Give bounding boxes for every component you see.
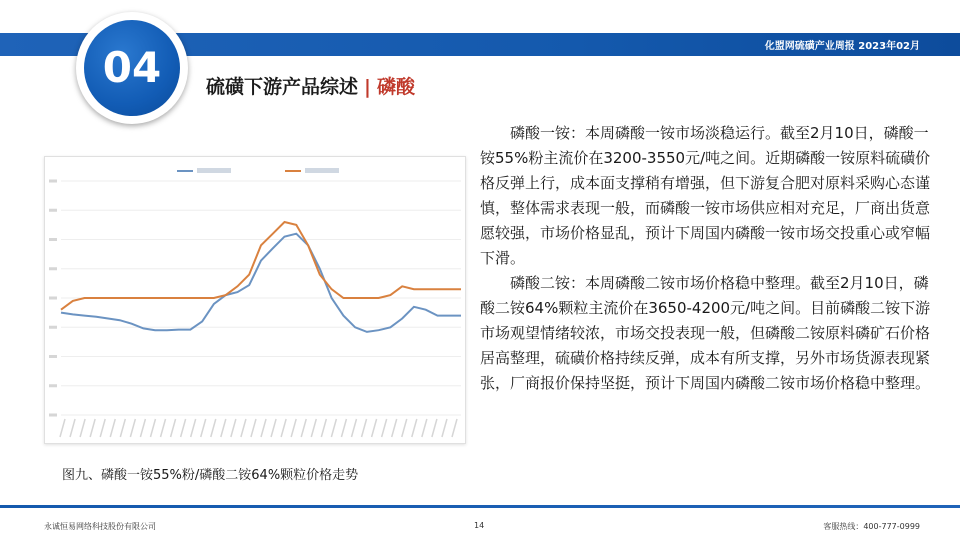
x-tick — [221, 419, 226, 437]
x-tick — [452, 419, 457, 437]
x-tick — [271, 419, 276, 437]
chart-caption: 图九、磷酸一铵55%粉/磷酸二铵64%颗粒价格走势 — [62, 468, 359, 483]
chart-tick-marks — [60, 419, 457, 437]
x-tick — [80, 419, 85, 437]
x-tick — [301, 419, 306, 437]
x-tick — [161, 419, 166, 437]
x-tick — [331, 419, 336, 437]
x-tick — [351, 419, 356, 437]
y-tick — [49, 297, 57, 300]
y-tick — [49, 414, 57, 417]
x-tick — [171, 419, 176, 437]
paragraph-map: 磷酸一铵：本周磷酸一铵市场淡稳运行。截至2月10日，磷酸一铵55%粉主流价在3200-3550元/吨之间。近期磷酸一铵原料硫磺价格反弹上行，成本面支撑稍有增强，但下游复合肥对原料采购心态谨慎，整体需求表现一般，而磷酸一铵市场供应相对充足，厂商出货意愿较强，市场价格显乱，预计下周国内磷酸一铵市场交投重心或窄幅下滑。 — [480, 124, 931, 267]
report-label: 化盟网硫磺产业周报 2023年02月 — [764, 41, 920, 52]
x-tick — [231, 419, 236, 437]
x-tick — [412, 419, 417, 437]
y-tick — [49, 384, 57, 387]
x-tick — [372, 419, 377, 437]
x-tick — [241, 419, 246, 437]
title-separator: | — [364, 76, 371, 98]
section-subtitle: 磷酸 — [376, 76, 415, 98]
x-tick — [402, 419, 407, 437]
x-tick — [100, 419, 105, 437]
x-tick — [261, 419, 266, 437]
x-tick — [311, 419, 316, 437]
y-tick — [49, 355, 57, 358]
section-title-text: 硫磺下游产品综述 — [206, 76, 359, 98]
x-tick — [150, 419, 155, 437]
y-tick — [49, 180, 57, 183]
x-tick — [432, 419, 437, 437]
footer-hotline: 客服热线：400-777-0999 — [823, 522, 920, 531]
price-chart-svg — [45, 157, 465, 443]
x-tick — [201, 419, 206, 437]
x-tick — [321, 419, 326, 437]
legend-label-2 — [305, 168, 339, 173]
page-number: 14 — [474, 521, 485, 530]
x-tick — [382, 419, 387, 437]
x-tick — [110, 419, 115, 437]
chart-legend — [177, 168, 339, 173]
x-tick — [70, 419, 75, 437]
series-line-1 — [61, 234, 461, 332]
x-tick — [211, 419, 216, 437]
section-number: 04 — [84, 20, 180, 116]
price-chart — [44, 156, 466, 444]
x-tick — [341, 419, 346, 437]
x-tick — [362, 419, 367, 437]
x-tick — [422, 419, 427, 437]
x-tick — [442, 419, 447, 437]
x-tick — [281, 419, 286, 437]
x-tick — [191, 419, 196, 437]
x-tick — [90, 419, 95, 437]
x-tick — [181, 419, 186, 437]
y-tick — [49, 238, 57, 241]
x-tick — [120, 419, 125, 437]
y-tick — [49, 209, 57, 212]
x-tick — [392, 419, 397, 437]
x-tick — [291, 419, 296, 437]
body-text — [480, 121, 936, 396]
footer-company: 永诚恒易网络科技股份有限公司 — [44, 522, 156, 531]
section-badge — [76, 12, 188, 124]
x-tick — [251, 419, 256, 437]
x-tick — [130, 419, 135, 437]
x-tick — [60, 419, 65, 437]
section-title — [206, 72, 415, 99]
y-tick — [49, 267, 57, 270]
x-tick — [140, 419, 145, 437]
paragraph-dap: 磷酸二铵：本周磷酸二铵市场价格稳中整理。截至2月10日，磷酸二铵64%颗粒主流价在3650-4200元/吨之间。目前磷酸二铵下游市场观望情绪较浓，市场交投表现一般，但磷酸二铵原料磷矿石价格居高整理，硫磺价格持续反弹，成本有所支撑，另外市场货源表现紧张，厂商报价保持坚挺，预计下周国内磷酸二铵市场价格稳中整理。 — [480, 274, 931, 392]
legend-label-1 — [197, 168, 231, 173]
y-tick — [49, 326, 57, 329]
series-line-2 — [61, 222, 461, 310]
footer-rule — [0, 505, 960, 508]
